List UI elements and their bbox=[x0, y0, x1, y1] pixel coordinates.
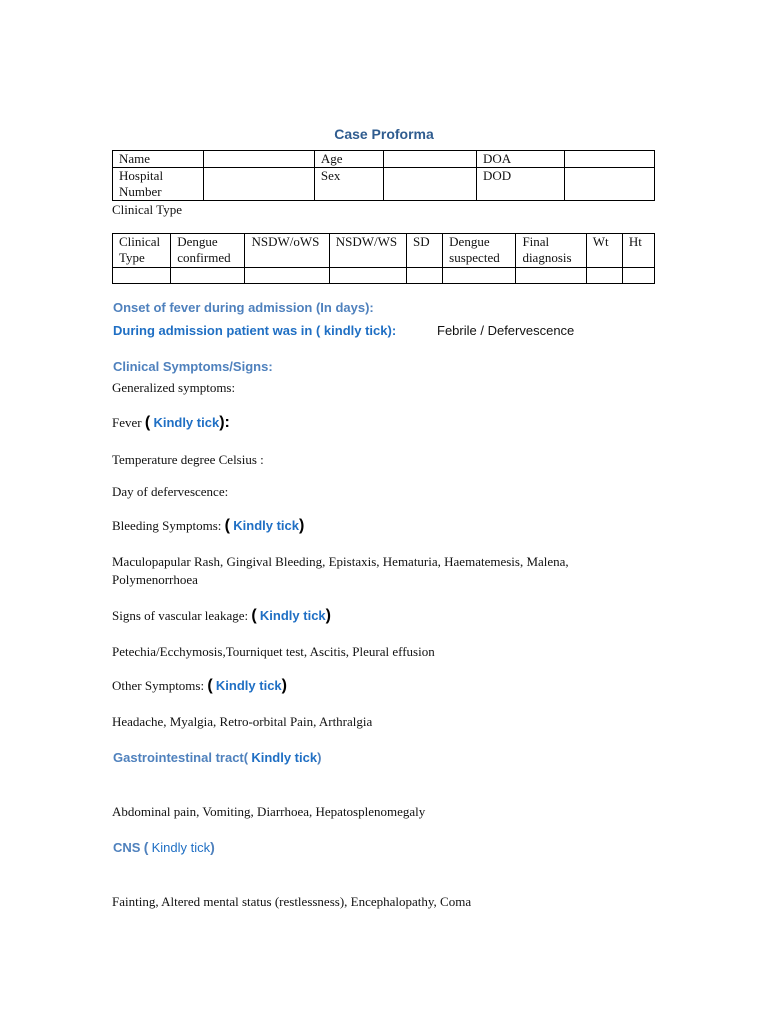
other-kindly-tick: Kindly tick bbox=[215, 678, 282, 693]
header-final-diagnosis: Final diagnosis bbox=[516, 234, 586, 268]
name-label: Name bbox=[113, 151, 204, 168]
other-symptoms-line bbox=[112, 677, 287, 695]
other-symptoms-options[interactable]: Headache, Myalgia, Retro-orbital Pain, Arthralgia bbox=[112, 714, 373, 729]
gi-tract-label: Gastrointestinal tract( bbox=[113, 750, 249, 765]
header-wt: Wt bbox=[586, 234, 622, 268]
clinical-symptoms-heading: Clinical Symptoms/Signs: bbox=[113, 359, 273, 374]
cell-dengue-suspected[interactable] bbox=[443, 268, 516, 284]
cell-wt[interactable] bbox=[586, 268, 622, 284]
header-nsdw-ows: NSDW/oWS bbox=[245, 234, 329, 268]
other-close-paren: ) bbox=[281, 677, 287, 694]
dod-label: DOD bbox=[476, 168, 564, 201]
cell-dengue-confirmed[interactable] bbox=[171, 268, 245, 284]
defervescence-day-label: Day of defervescence: bbox=[112, 484, 229, 499]
bleeding-open-paren: ( bbox=[224, 517, 230, 534]
during-admission-label: During admission patient was in ( kindly tick): bbox=[113, 323, 397, 338]
bleeding-options-line-1[interactable]: Maculopapular Rash, Gingival Bleeding, Epistaxis, Hematuria, Haematemesis, Malena, bbox=[112, 554, 569, 569]
dod-value-field[interactable] bbox=[564, 168, 654, 201]
generalized-symptoms-label: Generalized symptoms: bbox=[112, 380, 236, 395]
doa-value-field[interactable] bbox=[564, 151, 654, 168]
cns-options[interactable]: Fainting, Altered mental status (restlessness), Encephalopathy, Coma bbox=[112, 894, 472, 909]
cell-nsdw-ws[interactable] bbox=[329, 268, 406, 284]
name-value-field[interactable] bbox=[203, 151, 314, 168]
fever-close-paren: ): bbox=[219, 414, 230, 431]
age-value-field[interactable] bbox=[383, 151, 476, 168]
cns-line bbox=[113, 839, 215, 856]
cns-close-paren: ) bbox=[210, 839, 215, 855]
gi-tract-line bbox=[113, 750, 321, 766]
header-dengue-suspected: Dengue suspected bbox=[443, 234, 516, 268]
page-title: Case Proforma bbox=[334, 126, 434, 142]
age-label: Age bbox=[314, 151, 383, 168]
patient-info-table bbox=[112, 150, 655, 201]
bleeding-kindly-tick: Kindly tick bbox=[233, 518, 299, 533]
vascular-line bbox=[112, 607, 331, 625]
hospital-number-label: Hospital Number bbox=[113, 168, 204, 201]
fever-open-paren: ( bbox=[144, 414, 151, 431]
temperature-label: Temperature degree Celsius : bbox=[112, 452, 264, 467]
clinical-type-label: Clinical Type bbox=[112, 202, 182, 217]
header-dengue-confirmed: Dengue confirmed bbox=[171, 234, 245, 268]
bleeding-close-paren: ) bbox=[299, 517, 305, 534]
gi-options[interactable]: Abdominal pain, Vomiting, Diarrhoea, Hepatosplenomegaly bbox=[112, 804, 426, 819]
bleeding-options-line-2[interactable]: Polymenorrhoea bbox=[112, 572, 198, 587]
vascular-close-paren: ) bbox=[325, 607, 331, 624]
cell-ht[interactable] bbox=[622, 268, 654, 284]
vascular-label: Signs of vascular leakage: bbox=[112, 608, 249, 623]
vascular-kindly-tick: Kindly tick bbox=[259, 608, 326, 623]
other-symptoms-label: Other Symptoms: bbox=[112, 678, 205, 693]
febrile-defervescence-options[interactable]: Febrile / Defervescence bbox=[437, 323, 575, 338]
other-open-paren: ( bbox=[207, 677, 213, 694]
bleeding-line bbox=[112, 517, 304, 535]
gi-kindly-tick: Kindly tick bbox=[251, 750, 318, 765]
header-clinical-type: Clinical Type bbox=[113, 234, 171, 268]
cell-clinical-type[interactable] bbox=[113, 268, 171, 284]
vascular-open-paren: ( bbox=[251, 607, 257, 624]
cell-sd[interactable] bbox=[407, 268, 443, 284]
fever-line bbox=[112, 414, 230, 432]
clinical-type-table bbox=[112, 233, 655, 284]
cell-final-diagnosis[interactable] bbox=[516, 268, 586, 284]
hospital-number-field[interactable] bbox=[203, 168, 314, 201]
sex-value-field[interactable] bbox=[383, 168, 476, 201]
gi-close-paren: ) bbox=[317, 750, 322, 765]
cns-kindly-tick: Kindly tick bbox=[151, 840, 211, 855]
header-nsdw-ws: NSDW/WS bbox=[329, 234, 406, 268]
bleeding-label: Bleeding Symptoms: bbox=[112, 518, 222, 533]
onset-heading: Onset of fever during admission (In days): bbox=[113, 300, 374, 315]
header-sd: SD bbox=[407, 234, 443, 268]
sex-label: Sex bbox=[314, 168, 383, 201]
cell-nsdw-ows[interactable] bbox=[245, 268, 329, 284]
fever-label: Fever bbox=[112, 415, 142, 430]
header-ht: Ht bbox=[622, 234, 654, 268]
cns-label: CNS bbox=[113, 840, 141, 855]
cns-open-paren: ( bbox=[143, 839, 149, 855]
doa-label: DOA bbox=[476, 151, 564, 168]
fever-kindly-tick: Kindly tick bbox=[153, 415, 220, 430]
vascular-options[interactable]: Petechia/Ecchymosis,Tourniquet test, Ascitis, Pleural effusion bbox=[112, 644, 435, 659]
